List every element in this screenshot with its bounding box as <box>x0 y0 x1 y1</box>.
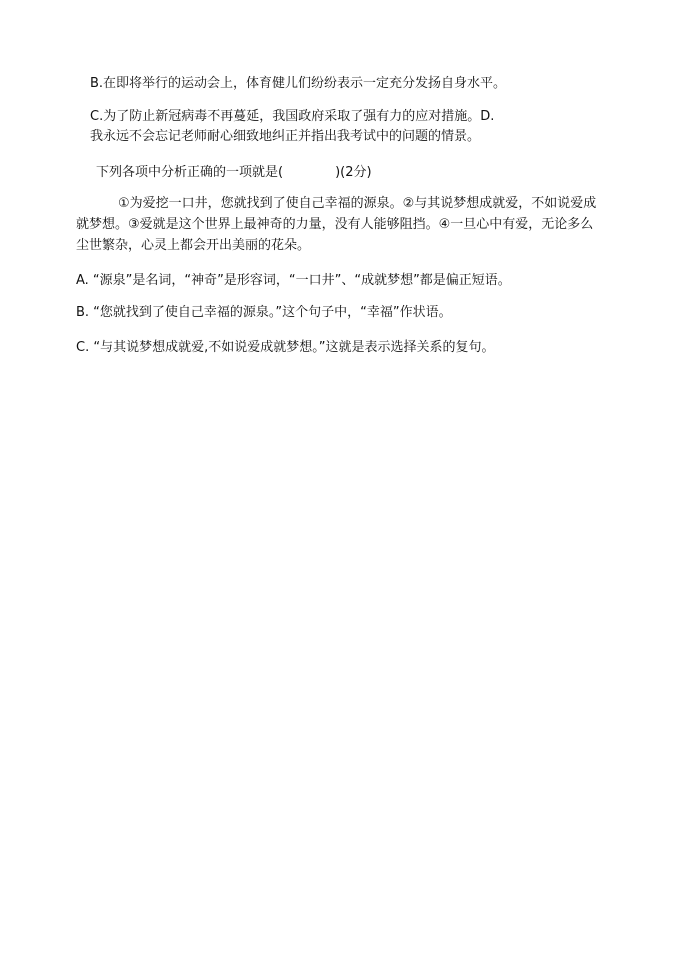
sentence-option-b: B.在即将举行的运动会上，体育健儿们纷纷表示一定充分发扬自身水平。 <box>90 76 507 91</box>
sentence-option-c-line1: C.为了防止新冠病毒不再蔓延，我国政府采取了强有力的应对措施。D. <box>90 109 495 124</box>
analysis-option-a: A. “源泉”是名词，“神奇”是形容词，“一口井”、“成就梦想”都是偏正短语。 <box>76 273 511 288</box>
passage-line-2: 就梦想。③爱就是这个世界上最神奇的力量，没有人能够阻挡。④一旦心中有爱，无论多么 <box>76 217 594 232</box>
sentence-option-d-line: 我永远不会忘记老师耐心细致地纠正并指出我考试中的问题的情景。 <box>90 129 481 144</box>
analysis-option-c: C. “与其说梦想成就爱,不如说爱成就梦想。”这就是表示选择关系的复句。 <box>76 340 495 355</box>
question-prompt: 下列各项中分析正确的一项就是( )(2分) <box>96 165 372 180</box>
analysis-option-b: B. “您就找到了使自己幸福的源泉。”这个句子中，“幸福”作状语。 <box>76 305 452 320</box>
passage-line-1: ①为爱挖一口井，您就找到了使自己幸福的源泉。②与其说梦想成就爱，不如说爱成 <box>118 196 597 211</box>
passage-line-3: 尘世繁杂，心灵上都会开出美丽的花朵。 <box>76 238 311 253</box>
